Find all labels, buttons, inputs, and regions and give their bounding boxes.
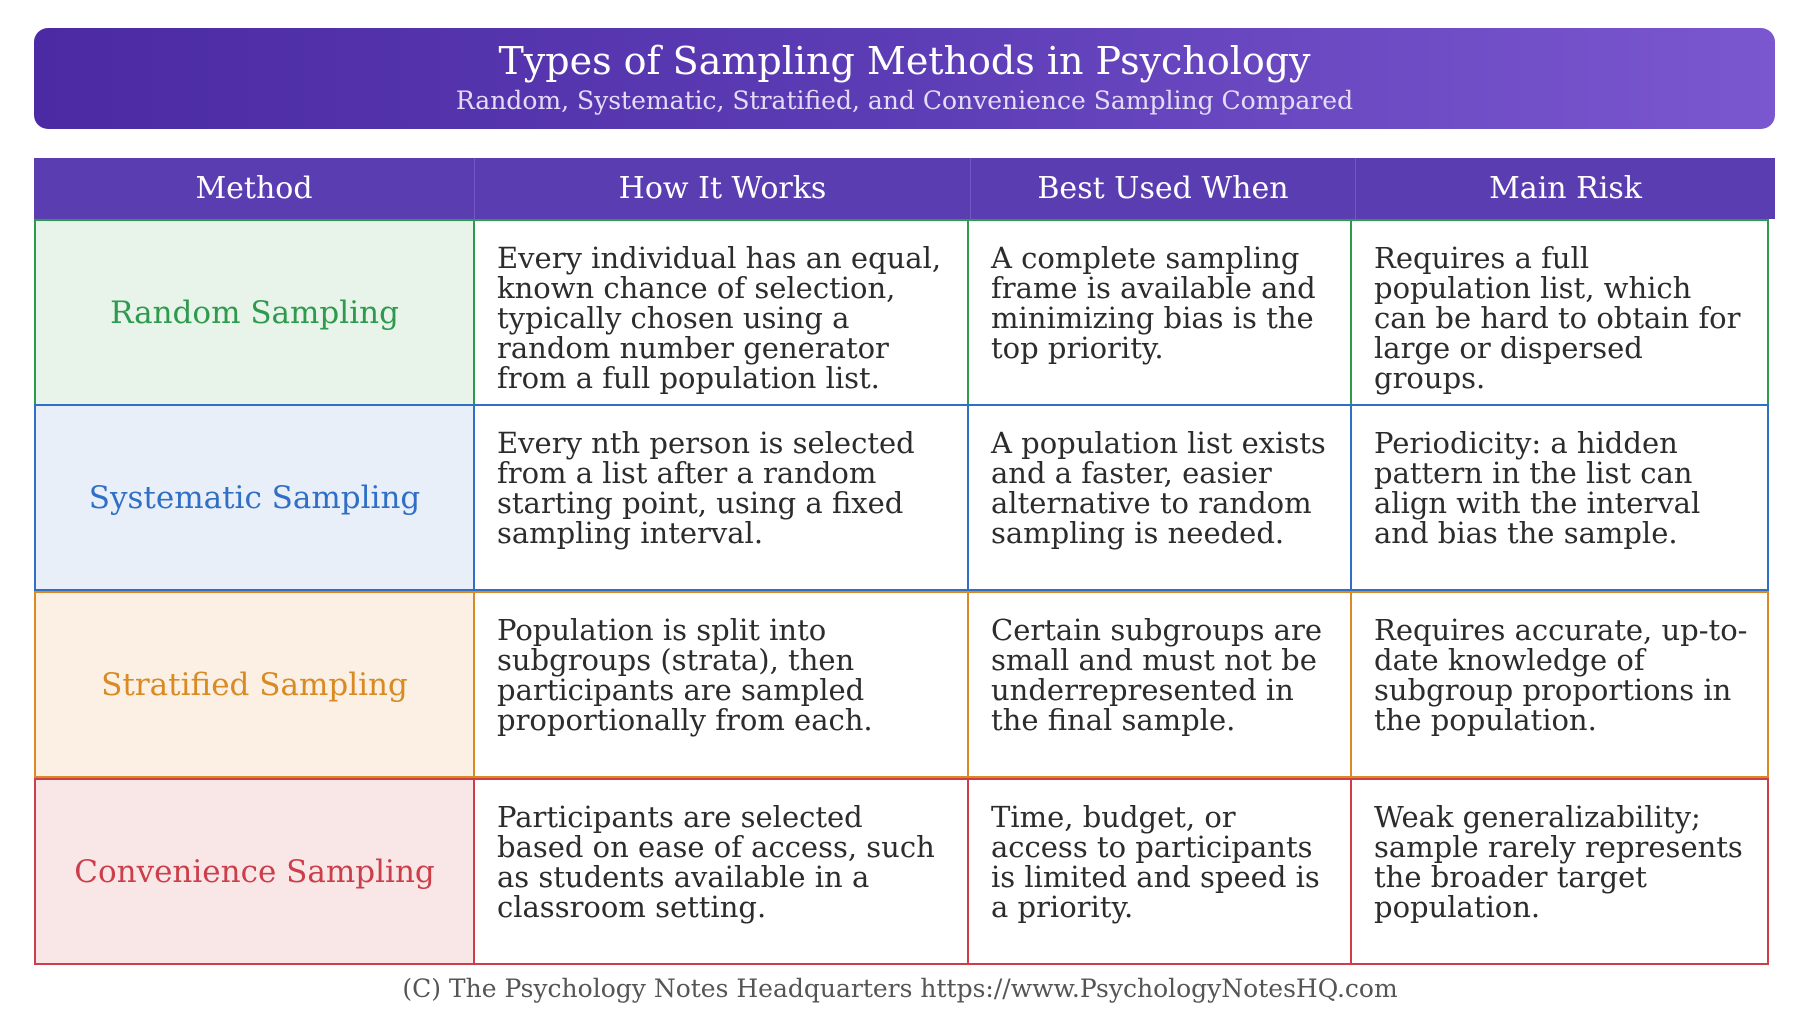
header-best-used-when: Best Used When [971,158,1356,219]
best-used-when-cell: A population list exists and a faster, easier alternative to random sampling is needed. [967,404,1352,591]
best-used-when-cell: Certain subgroups are small and must not be underrepresented in the final sample. [967,591,1352,778]
table-row [34,406,1775,593]
best-used-when-cell: Time, budget, or access to participants is limited and speed is a priority. [967,778,1352,965]
header-method: Method [34,158,475,219]
table-row [34,780,1775,967]
how-it-works-cell: Participants are selected based on ease of access, such as students available in a classroom setting. [473,778,969,965]
main-risk-cell: Periodicity: a hidden pattern in the list can align with the interval and bias the sample. [1350,404,1769,591]
title-banner [34,28,1775,129]
table-body [34,219,1775,967]
method-cell: Random Sampling [34,219,475,406]
table-header-row [34,158,1775,219]
page-title: Types of Sampling Methods in Psychology [498,39,1311,83]
how-it-works-cell: Population is split into subgroups (strata), then participants are sampled proportionally from each. [473,591,969,778]
page-subtitle: Random, Systematic, Stratified, and Convenience Sampling Compared [455,86,1354,115]
table-row [34,593,1775,780]
main-risk-cell: Requires accurate, up-to-date knowledge of subgroup proportions in the population. [1350,591,1769,778]
how-it-works-cell: Every nth person is selected from a list after a random starting point, using a fixed sampling interval. [473,404,969,591]
method-cell: Systematic Sampling [34,404,475,591]
method-cell: Stratified Sampling [34,591,475,778]
header-main-risk: Main Risk [1489,171,1642,206]
best-used-when-cell: A complete sampling frame is available and minimizing bias is the top priority. [967,219,1352,406]
header-how-it-works: How It Works [475,158,971,219]
method-cell: Convenience Sampling [34,778,475,965]
how-it-works-cell: Every individual has an equal, known chance of selection, typically chosen using a random number generator from a full population list. [473,219,969,406]
table-row [34,219,1775,406]
comparison-table [34,158,1775,967]
main-risk-cell: Weak generalizability; sample rarely represents the broader target population. [1350,778,1769,965]
main-risk-cell: Requires a full population list, which can be hard to obtain for large or dispersed groups. [1350,219,1769,406]
copyright-footer: (C) The Psychology Notes Headquarters https://www.PsychologyNotesHQ.com [402,974,1398,1003]
